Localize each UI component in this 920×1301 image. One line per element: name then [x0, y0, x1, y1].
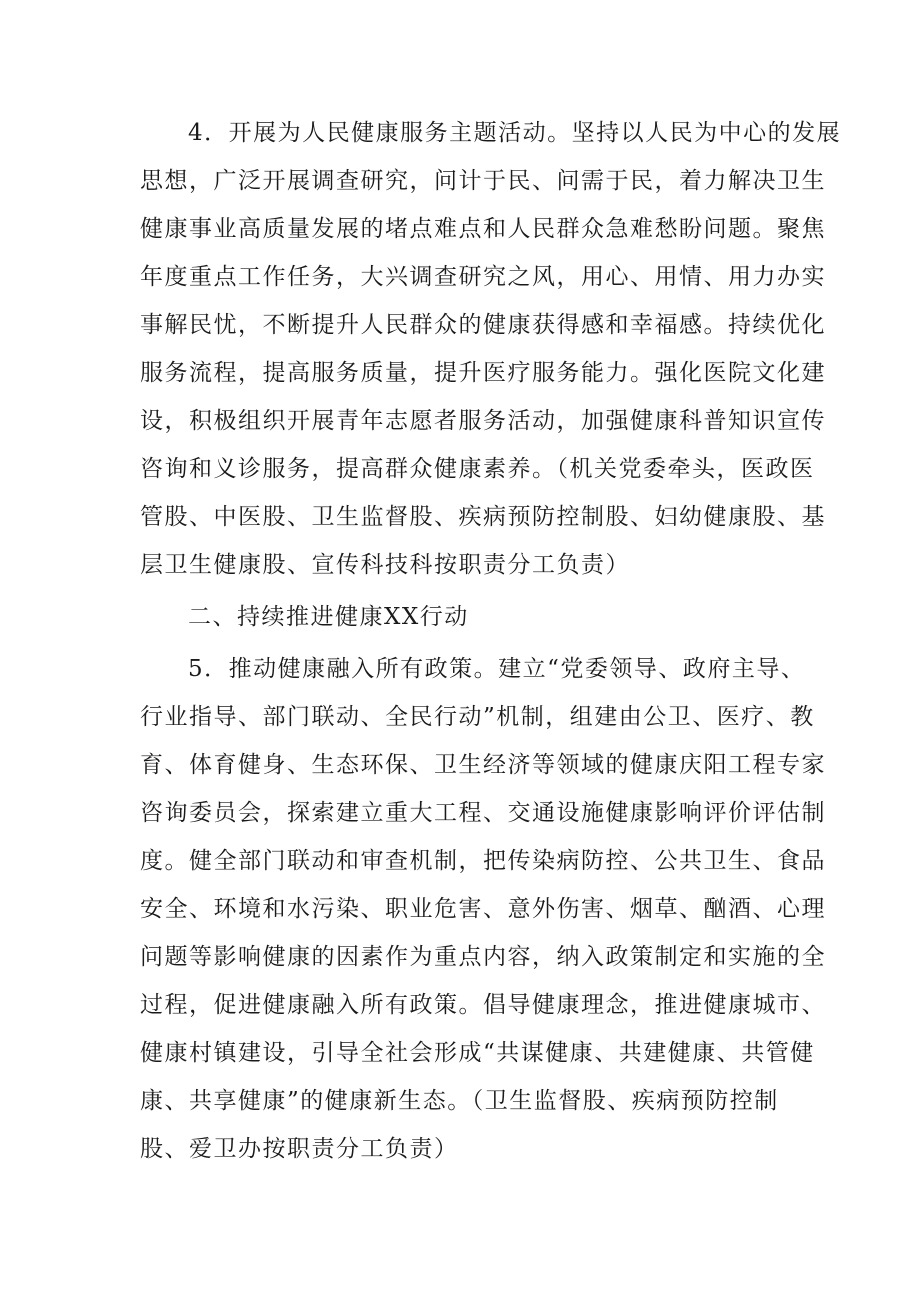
text-line: 5．推动健康融入所有政策。建立“党委领导、政府主导、 [188, 656, 806, 682]
text-line: 问题等影响健康的因素作为重点内容，纳入政策制定和实施的全 [140, 944, 826, 970]
text-line: 健康村镇建设，引导全社会形成“共谋健康、共建健康、共管健 [140, 1040, 815, 1066]
text-line: 康、共享健康”的健康新生态。（卫生监督股、疾病预防控制 [140, 1088, 779, 1114]
text-line: 事解民忧，不断提升人民群众的健康获得感和幸福感。持续优化 [140, 312, 826, 338]
text-line: 层卫生健康股、宣传科技科按职责分工负责） [140, 552, 630, 578]
text-line: 育、体育健身、生态环保、卫生经济等领域的健康庆阳工程专家 [140, 752, 826, 778]
text-line: 设，积极组织开展青年志愿者服务活动，加强健康科普知识宣传 [140, 408, 826, 434]
text-line: 思想，广泛开展调查研究，问计于民、问需于民，着力解决卫生 [140, 168, 826, 194]
text-line: 管股、中医股、卫生监督股、疾病预防控制股、妇幼健康股、基 [140, 504, 826, 530]
text-line: 咨询和义诊服务，提高群众健康素养。（机关党委牵头，医政医 [140, 456, 815, 482]
text-line: 服务流程，提高服务质量，提升医疗服务能力。强化医院文化建 [140, 360, 826, 386]
text-line: 过程，促进健康融入所有政策。倡导健康理念，推进健康城市、 [140, 992, 826, 1018]
text-line: 股、爱卫办按职责分工负责） [140, 1136, 459, 1162]
text-line: 咨询委员会，探索建立重大工程、交通设施健康影响评价评估制 [140, 800, 826, 826]
text-line: 安全、环境和水污染、职业危害、意外伤害、烟草、酗酒、心理 [140, 896, 826, 922]
text-line: 行业指导、部门联动、全民行动”机制，组建由公卫、医疗、教 [140, 704, 815, 730]
text-line: 度。健全部门联动和审查机制，把传染病防控、公共卫生、食品 [140, 848, 826, 874]
section-heading: 二、持续推进健康XX行动 [188, 604, 469, 630]
text-line: 4．开展为人民健康服务主题活动。坚持以人民为中心的发展 [188, 120, 842, 146]
text-line: 年度重点工作任务，大兴调查研究之风，用心、用情、用力办实 [140, 264, 826, 290]
text-line: 健康事业高质量发展的堵点难点和人民群众急难愁盼问题。聚焦 [140, 216, 826, 242]
